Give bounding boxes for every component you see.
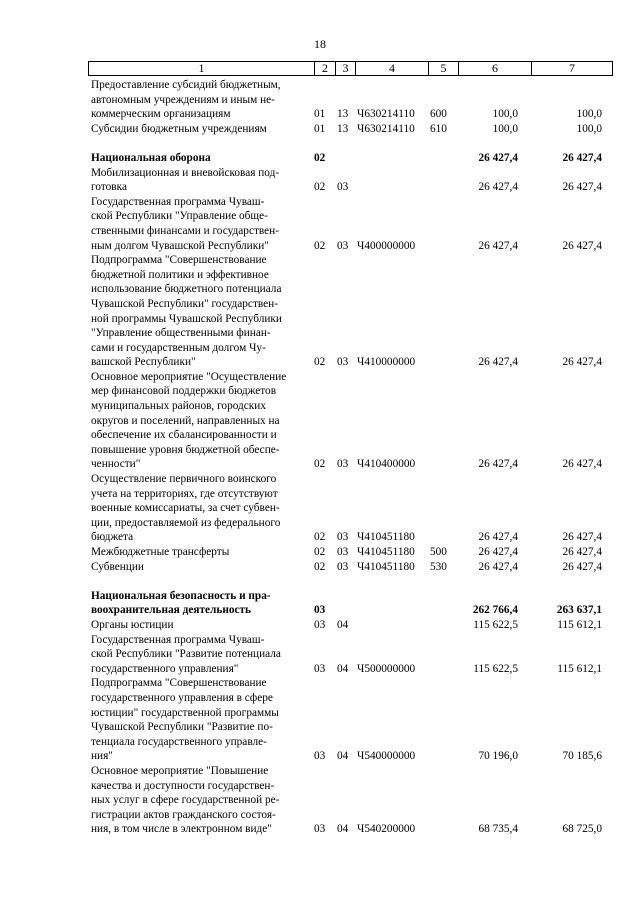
section-code: 02 [314,239,326,252]
description-line: муниципальных районов, городских [91,400,266,413]
description-line: Чувашской Республики" государствен- [91,297,278,310]
subsection-code: 03 [337,531,349,544]
row-description [88,764,313,837]
description-line: Чувашской Республики "Развитие по- [91,721,273,734]
description-line: Национальная безопасность и пра- [91,589,271,602]
amount-year-1: 68 735,4 [478,823,518,836]
amount-year-1: 115 622,5 [473,662,518,675]
description-line: мер финансовой поддержки бюджетов [91,385,277,398]
expense-type-code: 530 [430,560,447,573]
description-line: учета на территориях, где отсутствуют [91,487,278,500]
description-line: Межбюджетные трансферты [91,546,230,558]
amount-year-2: 26 427,4 [562,546,602,558]
description-line: ской Республики "Управление обще- [91,210,268,223]
description-line: ченности" [91,458,141,471]
description-line: вашской Республики" [91,356,196,369]
description-line: ным долгом Чувашской Республики" [91,239,269,252]
amount-year-2: 26 427,4 [562,356,602,369]
row-description [88,560,313,575]
subsection-code: 04 [337,823,349,836]
amount-year-1: 26 427,4 [478,239,518,252]
table-row [88,472,613,545]
subsection-code: 04 [337,750,349,763]
subsection-code: 04 [337,618,349,631]
row-description [88,166,313,195]
description-line: ния, в том числе в электронном виде" [91,823,272,836]
subsection-code: 03 [337,560,349,573]
table-row [88,560,613,575]
description-line: бюджета [91,531,134,544]
row-description [88,618,313,633]
header-col-6: 6 [458,62,531,75]
amount-year-1: 26 427,4 [478,151,518,164]
table-row [88,370,613,472]
amount-year-1: 100,0 [492,108,518,121]
target-article-code: Ч410400000 [357,458,416,471]
row-description [88,589,313,618]
subsection-code: 03 [337,546,349,558]
section-code: 02 [314,181,326,194]
section-code: 03 [314,662,326,675]
amount-year-2: 26 427,4 [562,560,602,573]
description-line: тенциала государственного управле- [91,735,267,748]
header-col-2: 2 [314,62,335,75]
header-col-7: 7 [531,62,612,75]
table-row [88,166,613,195]
row-description [88,545,313,560]
amount-year-2: 26 427,4 [562,458,602,471]
description-line: ной программы Чувашской Республики [91,312,282,325]
description-line: ции, предоставляемой из федерального [91,516,281,529]
expense-type-code: 610 [430,122,447,135]
amount-year-2: 68 725,0 [562,823,602,836]
row-description [88,78,313,122]
description-line: гистрации актов гражданского состоя- [91,808,276,821]
expense-type-code: 600 [430,108,447,121]
description-line: коммерческим организациям [91,108,231,121]
header-col-3: 3 [335,62,355,75]
table-row [88,633,613,677]
table-body [88,78,613,837]
description-line: Подпрограмма "Совершенствование [91,254,267,267]
section-code: 02 [314,560,326,573]
section-code: 01 [314,108,326,121]
header-col-4: 4 [355,62,428,75]
amount-year-2: 115 612,1 [557,662,602,675]
description-line: ской Республики "Развитие потенциала [91,648,281,661]
description-line: Субсидии бюджетным учреждениям [91,122,267,135]
row-description [88,676,313,764]
amount-year-1: 26 427,4 [478,356,518,369]
description-line: Органы юстиции [91,618,174,631]
amount-year-1: 70 196,0 [478,750,518,763]
amount-year-2: 100,0 [576,108,602,121]
row-spacer [88,574,613,589]
amount-year-2: 26 427,4 [562,531,602,544]
table-row [88,78,613,122]
table-row [88,253,613,370]
target-article-code: Ч630214110 [357,108,415,121]
description-line: воохранительная деятельность [91,604,252,617]
subsection-code: 03 [337,181,349,194]
header-col-1: 1 [198,61,205,75]
target-article-code: Ч410451180 [357,531,415,544]
row-description [88,472,313,545]
row-description [88,253,313,370]
section-code: 01 [314,122,326,135]
table-row [88,764,613,837]
row-description [88,370,313,472]
amount-year-2: 100,0 [576,122,602,135]
description-line: качества и доступности государствен- [91,779,275,792]
description-line: округов и поселений, направленных на [91,414,280,427]
description-line: использование бюджетного потенциала [91,283,282,296]
row-spacer [88,136,613,151]
description-line: ственными финансами и государствен- [91,224,279,237]
description-line: Субвенции [91,560,144,573]
description-line: Основное мероприятие "Осуществление [91,370,287,383]
subsection-code: 03 [337,458,349,471]
description-line: автономным учреждениям и иным не- [91,93,275,106]
target-article-code: Ч410000000 [357,356,416,369]
amount-year-1: 26 427,4 [478,531,518,544]
description-line: Осуществление первичного воинского [91,473,277,486]
row-description [88,633,313,677]
amount-year-1: 26 427,4 [478,458,518,471]
amount-year-2: 26 427,4 [562,151,602,164]
amount-year-2: 263 637,1 [556,604,602,617]
target-article-code: Ч540200000 [357,823,416,836]
description-line: военные комиссариаты, за счет субвен- [91,502,280,515]
section-code: 03 [314,750,326,763]
section-code: 02 [314,531,326,544]
amount-year-1: 26 427,4 [478,546,518,558]
table-row [88,618,613,633]
description-line: Мобилизационная и вневойсковая под- [91,166,280,179]
description-line: Подпрограмма "Совершенствование [91,677,267,690]
target-article-code: Ч410451180 [357,546,415,558]
amount-year-2: 115 612,1 [557,618,602,631]
description-line: обеспечение их сбалансированности и [91,429,277,442]
description-line: Основное мероприятие "Повышение [91,764,269,777]
description-line: юстиции" государственной программы [91,706,279,719]
section-code: 03 [314,823,326,836]
description-line: ных услуг в сфере государственной ре- [91,794,280,807]
description-line: "Управление общественными финан- [91,327,271,340]
section-code: 02 [314,458,326,471]
description-line: Предоставление субсидий бюджетным, [91,79,281,91]
table-row [88,195,613,253]
amount-year-1: 26 427,4 [478,181,518,194]
target-article-code: Ч410451180 [357,560,415,573]
table-header [88,61,613,76]
table-row [88,545,613,560]
section-code: 02 [314,546,326,558]
description-line: сами и государственным долгом Чу- [91,341,266,354]
table-row [88,151,613,166]
header-col-5: 5 [428,62,458,75]
target-article-code: Ч630214110 [357,122,415,135]
description-line: Государственная программа Чуваш- [91,633,265,646]
section-code: 02 [314,356,326,369]
amount-year-1: 115 622,5 [473,618,518,631]
section-code: 02 [314,151,326,164]
amount-year-1: 100,0 [492,122,518,135]
description-line: государственного управления" [91,662,239,675]
amount-year-2: 26 427,4 [562,239,602,252]
amount-year-2: 70 185,6 [562,750,602,763]
target-article-code: Ч500000000 [357,662,416,675]
row-description [88,195,313,253]
subsection-code: 13 [337,108,349,121]
table-row [88,122,613,137]
expense-type-code: 500 [430,546,447,558]
section-code: 03 [314,618,326,631]
row-description [88,122,313,137]
target-article-code: Ч400000000 [357,239,416,252]
description-line: ния" [91,750,113,763]
amount-year-1: 262 766,4 [472,604,518,617]
subsection-code: 13 [337,122,349,135]
table-row [88,676,613,764]
description-line: государственного управления в сфере [91,691,273,704]
subsection-code: 03 [337,239,349,252]
description-line: бюджетной политики и эффективное [91,268,269,281]
description-line: повышение уровня бюджетной обеспе- [91,443,280,456]
page-number: 18 [314,37,326,51]
description-line: Национальная оборона [91,151,211,164]
subsection-code: 04 [337,662,349,675]
subsection-code: 03 [337,356,349,369]
target-article-code: Ч540000000 [357,750,416,763]
description-line: Государственная программа Чуваш- [91,195,265,208]
row-description [88,151,313,166]
amount-year-1: 26 427,4 [478,560,518,573]
table-row [88,589,613,618]
amount-year-2: 26 427,4 [562,181,602,194]
section-code: 03 [314,604,326,617]
description-line: готовка [91,181,127,194]
